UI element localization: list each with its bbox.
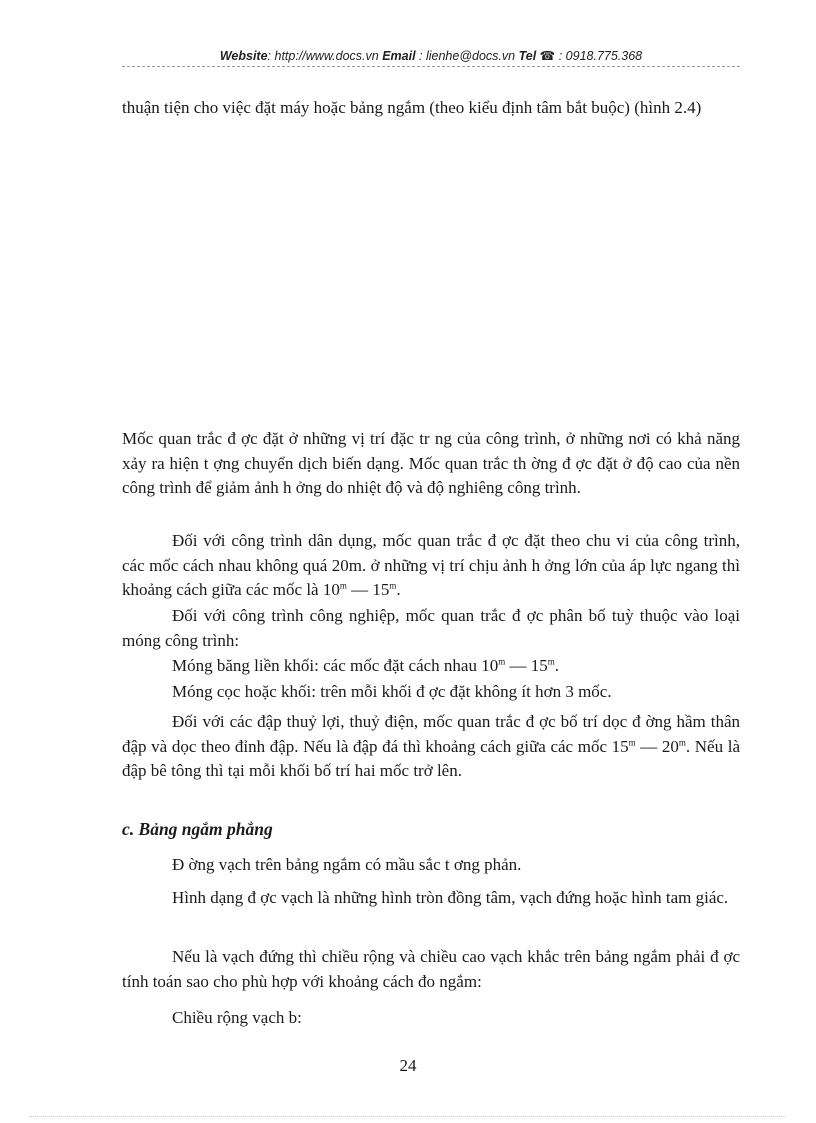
unit-superscript: m — [339, 580, 347, 591]
paragraph-line-color: Đ ờng vạch trên bảng ngắm có mầu sắc t ơng phản. — [172, 855, 522, 874]
paragraph-line-size: Nếu là vạch đứng thì chiều rộng và chiều cao vạch khắc trên bảng ngắm phải đ ợc tính toán sao cho phù hợp với khoảng cách đo ngắm: — [122, 947, 740, 991]
paragraph-pile-foundation: Móng cọc hoặc khối: trên mỗi khối đ ợc đặt không ít hơn 3 mốc. — [172, 682, 612, 701]
dams-end: . Nếu là đập bê tông thì tại mỗi khối bố trí hai mốc trở lên. — [122, 736, 740, 780]
paragraph-dams — [122, 710, 740, 784]
paragraph-civil-works — [122, 529, 740, 603]
unit-superscript: m — [547, 656, 555, 667]
unit-superscript: m — [498, 656, 506, 667]
phone-icon: ☎ — [539, 49, 556, 63]
page-header — [122, 48, 740, 63]
page-number: 24 — [399, 1056, 417, 1075]
dams-range: — 20 — [635, 736, 679, 756]
paragraph-mark-placement: Mốc quan trắc đ ợc đặt ở những vị trí đặc tr ng của công trình, ở những nơi có khả năng xảy ra hiện t ợng chuyển dịch biến dạng. Mốc quan trắc th ờng đ ợc đặt ở độ cao của nền công trình để giảm ảnh h ởng do nhiệt độ và độ nghiêng công trình. — [122, 429, 740, 497]
unit-superscript: m — [628, 736, 636, 747]
tel-value: : 0918.775.368 — [555, 49, 643, 63]
dams-text: Đối với các đập thuỷ lợi, thuỷ điện, mốc quan trắc đ ợc bố trí dọc đ ờng hầm thân đập và dọc theo đỉnh đập. Nếu là đập đá thì khoảng cách giữa các mốc 15 — [122, 712, 740, 756]
email-label: Email — [382, 49, 416, 63]
strip-range: — 15 — [505, 656, 548, 675]
tel-label: Tel — [518, 49, 537, 63]
paragraph-line-width: Chiều rộng vạch b: — [172, 1008, 302, 1027]
paragraph-intro: thuận tiện cho việc đặt máy hoặc bảng ngắm (theo kiểu định tâm bắt buộc) (hình 2.4) — [122, 98, 702, 117]
website-value: : http://www.docs.vn — [267, 49, 383, 63]
section-heading: c. Bảng ngắm phẳng — [122, 819, 273, 839]
civil-text: Đối với công trình dân dụng, mốc quan trắc đ ợc đặt theo chu vi của công trình, các mốc cách nhau không quá 20m. ở những vị trí chịu ảnh h ởng lớn của áp lực ngang thì khoảng cách giữa các mốc là 10 — [122, 531, 740, 599]
paragraph-line-shape: Hình dạng đ ợc vạch là những hình tròn đồng tâm, vạch đứng hoặc hình tam giác. — [172, 888, 729, 907]
unit-superscript: m — [389, 580, 397, 591]
strip-end: . — [554, 656, 559, 675]
footer-divider — [30, 1116, 786, 1117]
header-divider — [122, 66, 740, 67]
website-label: Website — [219, 49, 268, 63]
strip-text: Móng băng liền khối: các mốc đặt cách nhau 10 — [172, 656, 499, 675]
email-value: : lienhe@docs.vn — [415, 49, 519, 63]
civil-range: — 15 — [346, 580, 390, 599]
unit-superscript: m — [678, 736, 686, 747]
civil-end: . — [396, 580, 401, 599]
paragraph-strip-foundation — [122, 654, 740, 679]
paragraph-industrial-works: Đối với công trình công nghiệp, mốc quan trắc đ ợc phân bố tuỳ thuộc vào loại móng công trình: — [122, 606, 740, 650]
